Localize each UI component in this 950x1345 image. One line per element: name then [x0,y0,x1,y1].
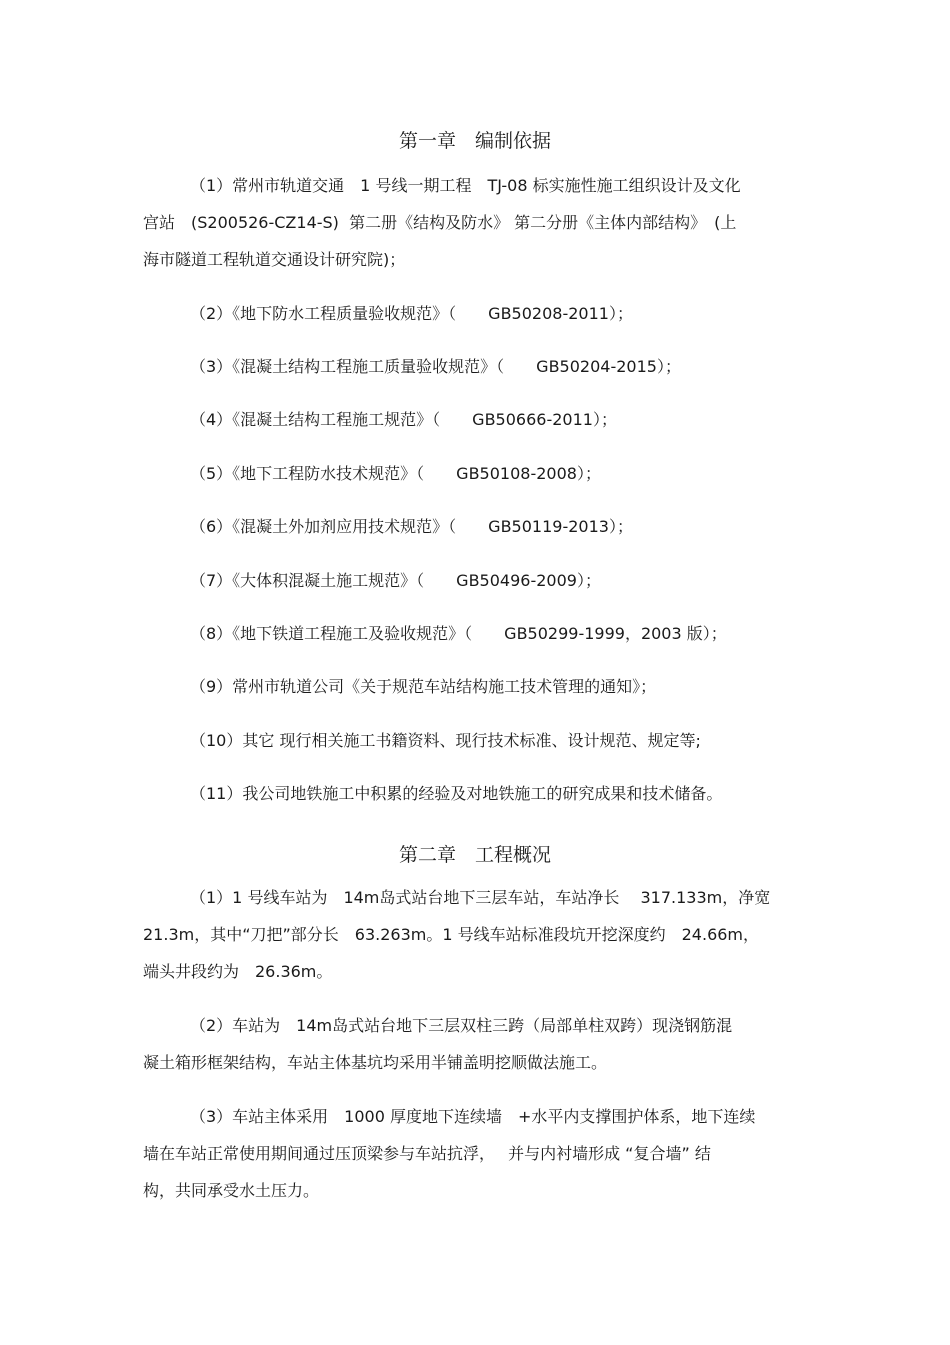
overview-para-2-line-2: 凝土箱形框架结构，车站主体基坑均采用半铺盖明挖顺做法施工。 [143,1053,608,1072]
basis-item-1-line-2: 宫站 (S200526-CZ14-S) 第二册《结构及防水》 第二分册《主体内部结构》 (上 [143,213,737,232]
basis-item-2: （2）《地下防水工程质量验收规范》（ GB50208-2011）； [190,304,633,323]
basis-item-10: （10）其它 现行相关施工书籍资料、现行技术标准、设计规范、规定等; [190,731,701,750]
basis-item-1-line-1: （1）常州市轨道交通 1 号线一期工程 TJ-08 标实施性施工组织设计及文化 [190,176,741,195]
basis-item-8: （8）《地下铁道工程施工及验收规范》（ GB50299-1999，2003 版）； [190,624,727,643]
basis-item-4: （4）《混凝土结构工程施工规范》（ GB50666-2011）； [190,410,617,429]
basis-item-11: （11）我公司地铁施工中积累的经验及对地铁施工的研究成果和技术储备。 [190,784,723,803]
overview-para-1-line-1: （1）1 号线车站为 14m岛式站台地下三层车站，车站净长 317.133m，净宽 [190,888,771,907]
basis-item-7: （7）《大体积混凝土施工规范》（ GB50496-2009）； [190,571,601,590]
overview-para-1-line-2: 21.3m，其中“刀把”部分长 63.263m。1 号线车站标准段坑开挖深度约 24.66m， [143,925,760,944]
chapter-1-title: 第一章 编制依据 [398,130,551,152]
overview-para-1-line-3: 端头井段约为 26.36m。 [143,962,333,981]
basis-item-5: （5）《地下工程防水技术规范》（ GB50108-2008）； [190,464,601,483]
overview-para-3-line-2: 墙在车站正常使用期间通过压顶梁参与车站抗浮， 并与内衬墙形成 “复合墙” 结 [143,1144,711,1163]
basis-item-1-line-3: 海市隧道工程轨道交通设计研究院)； [143,250,406,269]
basis-item-9: （9）常州市轨道公司《关于规范车站结构施工技术管理的通知》； [190,677,657,696]
basis-item-6: （6）《混凝土外加剂应用技术规范》（ GB50119-2013）； [190,517,633,536]
overview-para-2-line-1: （2）车站为 14m岛式站台地下三层双柱三跨（局部单柱双跨）现浇钢筋混 [190,1016,733,1035]
chapter-2-title: 第二章 工程概况 [398,844,551,866]
overview-para-3-line-3: 构，共同承受水土压力。 [143,1181,320,1200]
overview-para-3-line-1: （3）车站主体采用 1000 厚度地下连续墙 +水平内支撑围护体系，地下连续 [190,1107,756,1126]
basis-item-3: （3）《混凝土结构工程施工质量验收规范》（ GB50204-2015）； [190,357,681,376]
